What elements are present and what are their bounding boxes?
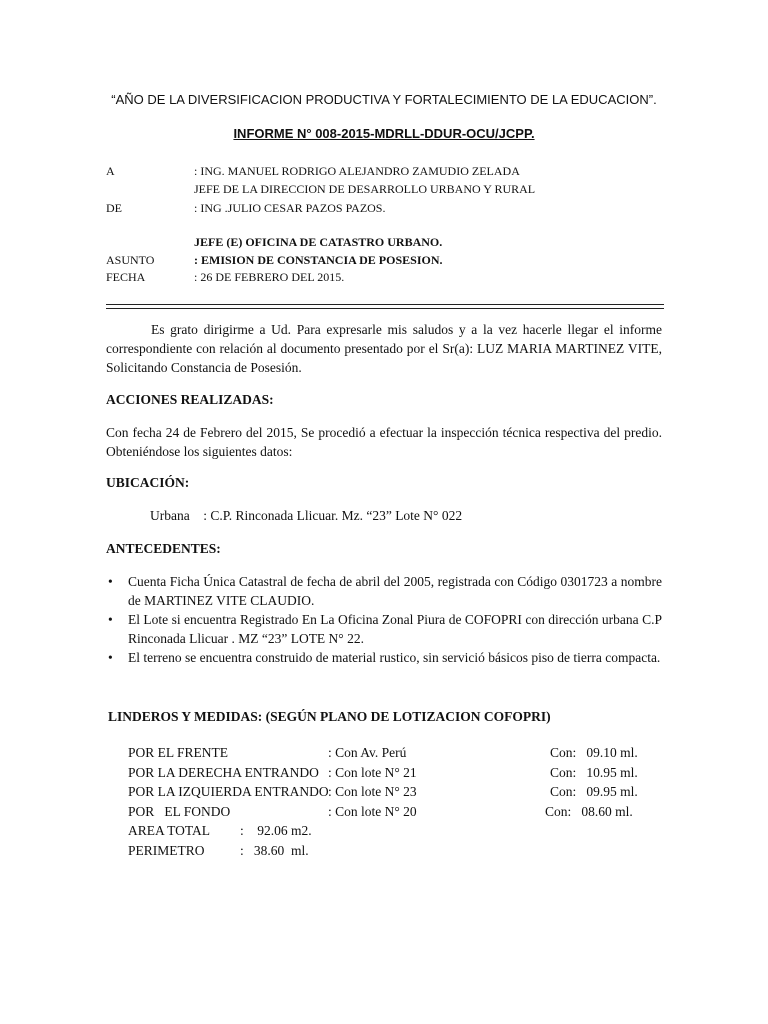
- area-label: AREA TOTAL: [128, 823, 211, 838]
- list-item: [106, 572, 662, 610]
- report-number: INFORME N° 008-2015-MDRLL-DDUR-OCU/JCPP.: [233, 126, 535, 141]
- perimeter-label: PERIMETRO: [128, 843, 205, 858]
- list-item-text: Cuenta Ficha Única Catastral de fecha de abril del 2005, registrada con Código 0301723 a nombre de MARTINEZ VITE CLAUDIO.: [128, 574, 662, 608]
- bound-neighbor: : Con lote N° 23: [328, 784, 417, 799]
- separator-line-bottom: [106, 308, 664, 309]
- subject-value: : EMISION DE CONSTANCIA DE POSESION.: [194, 253, 443, 267]
- to-title: JEFE DE LA DIRECCION DE DESARROLLO URBANO Y RURAL: [194, 182, 536, 196]
- background-heading: ANTECEDENTES:: [106, 541, 221, 556]
- bounds-heading: LINDEROS Y MEDIDAS: (SEGÚN PLANO DE LOTIZACION COFOPRI): [108, 709, 551, 724]
- area-value: : 92.06 m2.: [240, 823, 312, 838]
- location-heading: UBICACIÓN:: [106, 475, 190, 490]
- from-name: : ING .JULIO CESAR PAZOS PAZOS.: [194, 201, 386, 215]
- from-label: DE: [106, 201, 122, 215]
- actions-paragraph: Con fecha 24 de Febrero del 2015, Se procedió a efectuar la inspección técnica respectiva del predio. Obteniéndose los siguientes datos:: [106, 425, 662, 459]
- actions-heading: ACCIONES REALIZADAS:: [106, 392, 274, 407]
- intro-paragraph: Es grato dirigirme a Ud. Para expresarle mis saludos y a la vez hacerle llegar el informe correspondiente con relación al documento presentado por el Sr(a): LUZ MARIA MARTINEZ VITE, Solicitando Constancia de Posesión.: [106, 322, 662, 375]
- to-name: : ING. MANUEL RODRIGO ALEJANDRO ZAMUDIO ZELADA: [194, 164, 520, 178]
- bound-side: POR EL FRENTE: [128, 745, 229, 760]
- bound-neighbor: : Con lote N° 21: [328, 765, 417, 780]
- bound-neighbor: : Con Av. Perú: [328, 745, 407, 760]
- bound-measure: Con: 08.60 ml.: [545, 804, 633, 819]
- separator-line-top: [106, 304, 664, 305]
- list-item: [106, 648, 662, 667]
- bound-measure: Con: 09.10 ml.: [550, 745, 638, 760]
- list-item-text: El terreno se encuentra construido de material rustico, sin servició básicos piso de tierra compacta.: [128, 650, 661, 665]
- bound-side: POR LA DERECHA ENTRANDO: [128, 765, 319, 780]
- bound-measure: Con: 10.95 ml.: [550, 765, 638, 780]
- bound-measure: Con: 09.95 ml.: [550, 784, 638, 799]
- date-value: : 26 DE FEBRERO DEL 2015.: [194, 270, 345, 284]
- location-text: Urbana : C.P. Rinconada Llicuar. Mz. “23” Lote N° 022: [150, 508, 463, 523]
- background-list: [106, 572, 662, 667]
- to-label: A: [106, 164, 115, 178]
- from-title: JEFE (E) OFICINA DE CATASTRO URBANO.: [194, 235, 443, 249]
- bullet-icon: •: [108, 612, 113, 627]
- subject-label: ASUNTO: [106, 253, 155, 267]
- date-label: FECHA: [106, 270, 146, 284]
- list-item: [106, 610, 662, 648]
- perimeter-value: : 38.60 ml.: [240, 843, 309, 858]
- year-motto: “AÑO DE LA DIVERSIFICACION PRODUCTIVA Y FORTALECIMIENTO DE LA EDUCACION”.: [111, 92, 657, 107]
- list-item-text: El Lote si encuentra Registrado En La Oficina Zonal Piura de COFOPRI con dirección urbana C.P Rinconada Llicuar . MZ “23” LOTE N° 22.: [128, 612, 662, 646]
- bound-neighbor: : Con lote N° 20: [328, 804, 417, 819]
- bullet-icon: •: [108, 650, 113, 665]
- bound-side: POR EL FONDO: [128, 804, 231, 819]
- bound-side: POR LA IZQUIERDA ENTRANDO: [128, 784, 329, 799]
- bullet-icon: •: [108, 574, 113, 589]
